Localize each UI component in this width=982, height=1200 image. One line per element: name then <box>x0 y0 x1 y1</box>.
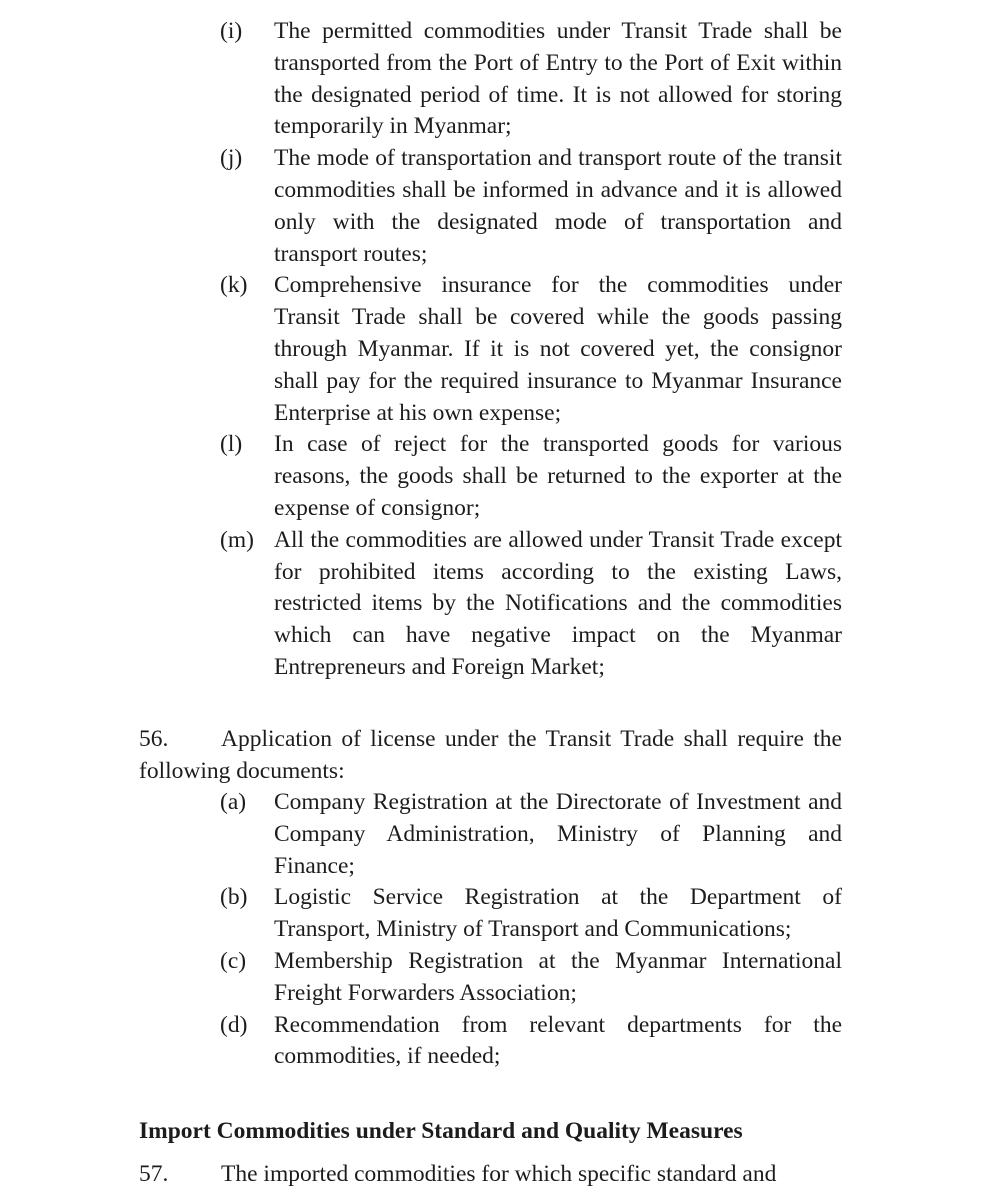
paragraph-number: 57. <box>139 1161 169 1187</box>
list-item <box>220 429 842 524</box>
list-item-text: Company Registration at the Directorate of Investment and Company Administration, Ministry of Planning and Finance; <box>274 789 842 879</box>
list-item <box>220 882 842 946</box>
list-item <box>220 270 842 429</box>
list-item-marker: (i) <box>220 18 243 44</box>
list-item-marker: (a) <box>220 789 247 815</box>
list-item-text: Membership Registration at the Myanmar International Freight Forwarders Association; <box>274 947 842 1006</box>
list-item-marker: (m) <box>220 526 254 553</box>
list-item <box>220 787 842 882</box>
list-item-marker: (d) <box>220 1011 248 1038</box>
paragraph-57 <box>139 1159 842 1191</box>
list-item-marker: (k) <box>220 272 248 299</box>
list-item-marker: (b) <box>220 884 248 911</box>
paragraph-text: Application of license under the Transit Trade shall require the following documents: <box>139 726 842 784</box>
list-item-text: The permitted commodities under Transit Trade shall be transported from the Port of Entry to the Port of Exit within the designated period of time. It is not allowed for storing temporarily in Myanmar; <box>274 18 842 140</box>
transit-conditions-list <box>220 16 842 684</box>
paragraph-number: 56. <box>139 726 169 752</box>
list-item-marker: (c) <box>220 947 247 974</box>
list-item-text: In case of reject for the transported goods for various reasons, the goods shall be returned to the exporter at the expense of consignor; <box>274 431 842 521</box>
list-item-text: Logistic Service Registration at the Department of Transport, Ministry of Transport and Communications; <box>274 884 842 943</box>
list-item <box>220 143 842 270</box>
list-item-text: All the commodities are allowed under Transit Trade except for prohibited items according to the existing Laws, restricted items by the Notifications and the commodities which can have negative impact on the Myanmar Entrepreneurs and Foreign Market; <box>274 526 842 680</box>
list-item-marker: (j) <box>220 145 243 172</box>
list-item <box>220 16 842 143</box>
list-item-marker: (l) <box>220 431 243 458</box>
list-item <box>220 525 842 684</box>
required-documents-list <box>220 787 842 1073</box>
list-item-text: Comprehensive insurance for the commodities under Transit Trade shall be covered while the goods passing through Myanmar. If it is not covered yet, the consignor shall pay for the required insurance to Myanmar Insurance Enterprise at his own expense; <box>274 272 842 426</box>
section-heading: Import Commodities under Standard and Quality Measures <box>139 1118 743 1144</box>
list-item-text: The mode of transportation and transport route of the transit commodities shall be informed in advance and it is allowed only with the designated mode of transportation and transport routes; <box>274 145 842 267</box>
list-item <box>220 1010 842 1074</box>
list-item-text: Recommendation from relevant departments for the commodities, if needed; <box>274 1011 842 1070</box>
paragraph-text: The imported commodities for which specific standard and <box>221 1161 777 1187</box>
list-item <box>220 946 842 1010</box>
paragraph-56 <box>139 724 842 788</box>
